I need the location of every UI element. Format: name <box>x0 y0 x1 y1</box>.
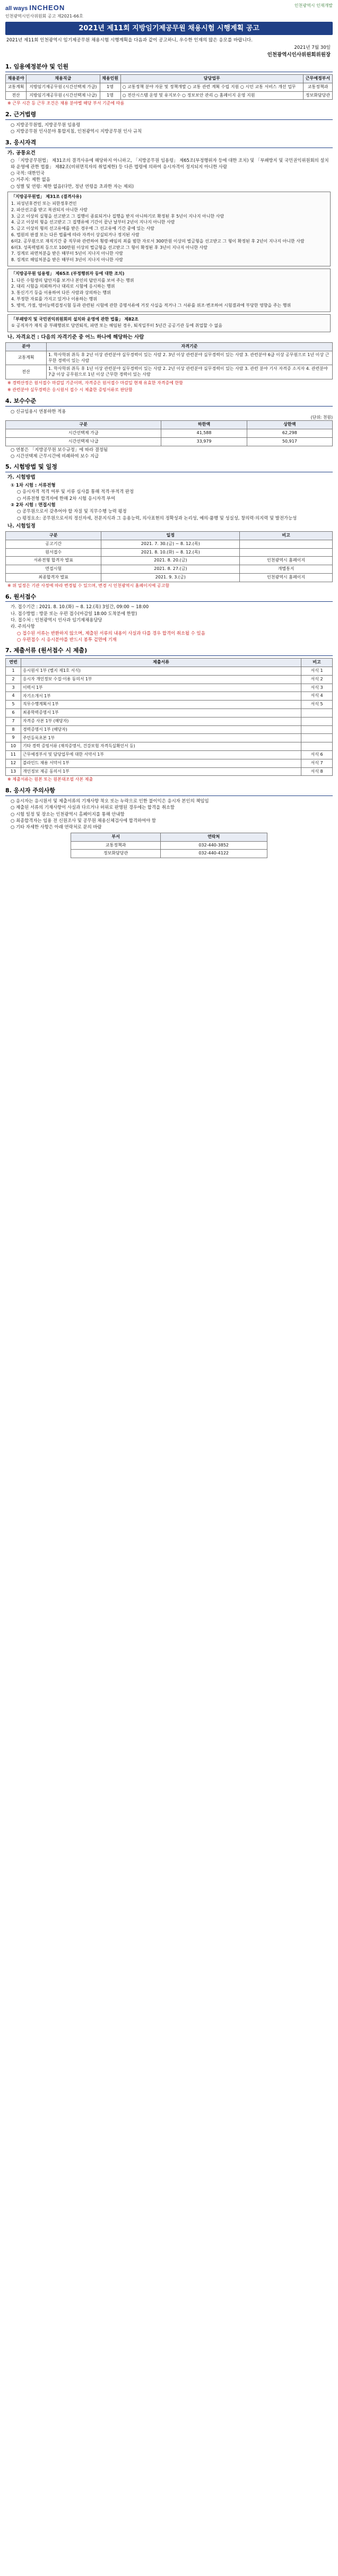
cell: 4 <box>6 692 21 701</box>
header <box>5 3 333 20</box>
table-row <box>6 573 333 582</box>
table-row <box>6 684 333 692</box>
cell: 서식 8 <box>301 767 333 776</box>
cell: 블라인드 채용 서약서 1부 <box>21 759 301 767</box>
cell: 교통정책과 <box>303 83 332 91</box>
table-row <box>6 667 333 676</box>
section-1-title: 1. 임용예정분야 및 인원 <box>5 63 333 72</box>
cell: 교통계획 <box>6 83 27 91</box>
cell: 경력증명서 1부 (해당자) <box>21 725 301 734</box>
box-title: 「지방공무원 임용령」 제65조 (부정행위자 등에 대한 조치) <box>11 271 125 276</box>
table-row <box>6 557 333 565</box>
cell <box>301 709 333 718</box>
cell: 공고기간 <box>6 540 101 548</box>
cell: 서류전형 합격자 발표 <box>6 557 101 565</box>
cell: ○ 전산시스템 운영 및 유지보수 ○ 정보보안 관리 ○ 홈페이지 운영 지원 <box>120 91 303 100</box>
table-row <box>6 725 333 734</box>
paragraph: 다. 접수처 : 인천광역시 인사과 임기제채용담당 <box>11 617 102 623</box>
cell <box>301 725 333 734</box>
cell <box>301 717 333 725</box>
col-header: 구분 <box>6 531 101 540</box>
paragraph: ○ 접수된 서류는 반환하지 않으며, 제출된 서류의 내용이 사실과 다를 경우 합격이 취소될 수 있음 <box>17 630 205 636</box>
logo-big: INCHEON <box>29 4 65 12</box>
table-row <box>6 767 333 776</box>
cell: 서식 2 <box>301 675 333 684</box>
logo-small: all ways <box>5 5 28 12</box>
box-line: ① 공직자가 재직 중 부패행위로 당연퇴직, 파면 또는 해임된 경우, 퇴직일부터 5년간 공공기관 등에 취업할 수 없음 <box>11 323 223 329</box>
table-row <box>6 565 333 574</box>
unit-label: (단위: 천원) <box>310 414 333 420</box>
cell: 50,917 <box>247 437 332 446</box>
box-line: 1. 피성년후견인 또는 피한정후견인 <box>11 201 77 206</box>
cell: 교통정책과 <box>71 841 160 850</box>
cell: 정보화담당관 <box>303 91 332 100</box>
salary-table <box>5 420 333 446</box>
notice-number: 인천광역시인사위원회 공고 제2021-66호 <box>5 13 83 19</box>
box-line: 8. 징계로 해임처분을 받은 때부터 3년이 지나지 아니한 사람 <box>11 257 123 263</box>
section-1-note: ※ 근무 시간 등 근무 조건은 채용 분야별 해당 부서 기준에 따름 <box>7 101 125 106</box>
col-header: 근무예정부서 <box>303 75 332 83</box>
slogan: 인천광역시 인재개발 <box>294 3 333 8</box>
cell: 1. 학사학위 취득 후 2년 이상 관련분야 실무경력이 있는 사람 2. 3년 이상 관련분야 실무경력이 있는 사람 3. 관련분야 6급 이상 공무원으로 1년 이상 근무한 경력이 있는 사람 <box>47 351 333 365</box>
col-header: 연락처 <box>160 833 267 841</box>
table-row <box>6 437 333 446</box>
col-header: 채용직급 <box>27 75 100 83</box>
section-8-title: 8. 응시자 주의사항 <box>5 787 333 796</box>
schedule-note: ※ 위 일정은 기관 사정에 따라 변경될 수 있으며, 변경 시 인천광역시 홈페이지에 공고함 <box>7 583 170 588</box>
cell: 6 <box>6 709 21 718</box>
box-line: 5. 금고 이상의 형의 선고유예를 받은 경우에 그 선고유예 기간 중에 있는 사람 <box>11 226 154 231</box>
cell: 원서접수 <box>6 548 101 557</box>
table-row <box>71 850 267 858</box>
cell: 주민등록초본 1부 <box>21 734 301 742</box>
cell: 응시원서 1부 (별지 제1호 서식) <box>21 667 301 676</box>
cell: 서식 4 <box>301 692 333 701</box>
cell: 전산 <box>6 91 27 100</box>
table-row <box>71 841 267 850</box>
cell: 서식 7 <box>301 759 333 767</box>
paragraph: 가. 접수기간 : 2021. 8. 10.(화) ~ 8. 12.(목) 3일간, 09:00 ~ 18:00 <box>11 604 149 610</box>
documents-note: ※ 제출서류는 원본 또는 원본대조필 사본 제출 <box>7 777 93 782</box>
table-row <box>6 351 333 365</box>
caution-item: ○ 최종합격자는 임용 전 신원조사 및 공무원 채용신체검사에 합격하여야 함 <box>11 818 156 824</box>
paragraph: ○ 시간선택제 근무시간에 비례하여 보수 지급 <box>11 453 99 459</box>
step-title: ② 2차 시험 : 면접시험 <box>11 502 56 508</box>
table-row <box>6 540 333 548</box>
cell: 최종학력증명서 1부 <box>21 709 301 718</box>
positions-table <box>5 74 333 100</box>
cell: 2021. 7. 30.(금) ~ 8. 12.(목) <box>101 540 240 548</box>
box-line: 3. 통신기기 등을 이용하여 다른 사람과 상의하는 행위 <box>11 290 111 296</box>
cell: 3 <box>6 684 21 692</box>
paragraph: 라. 주의사항 <box>11 624 35 629</box>
table-row <box>6 717 333 725</box>
col-header: 상한액 <box>247 421 332 429</box>
cell: 11 <box>6 751 21 759</box>
table-row <box>6 701 333 709</box>
box-title: 「지방공무원법」 제31조 (결격사유) <box>11 194 82 200</box>
cell: 지방임기제공무원 (시간선택제 가급) <box>27 83 100 91</box>
documents-table <box>5 658 333 776</box>
cell: 12 <box>6 759 21 767</box>
cell: 시간선택제 나급 <box>6 437 161 446</box>
notice-date: 2021년 7월 30일 <box>294 45 331 50</box>
box-line: 6의3. 성폭력범죄 등으로 100만원 이상의 벌금형을 선고받고 그 형이 확정된 후 3년이 지나지 아니한 사람 <box>11 245 208 250</box>
cell: 9 <box>6 734 21 742</box>
col-header: 연번 <box>6 659 21 667</box>
cell: 8 <box>6 725 21 734</box>
paragraph: ○ 공무원으로서 갖추어야 할 자질 및 직무수행 능력 평정 <box>17 508 127 514</box>
cell: 자기소개서 1부 <box>21 692 301 701</box>
table-row <box>6 548 333 557</box>
box-line: 6. 법원의 판결 또는 다른 법률에 따라 자격이 상실되거나 정지된 사람 <box>11 232 140 237</box>
col-header: 부서 <box>71 833 160 841</box>
section-7-title: 7. 제출서류 (원서접수 시 제출) <box>5 647 333 656</box>
cell: 자격증 사본 1부 (해당자) <box>21 717 301 725</box>
cell: 2 <box>6 675 21 684</box>
table-row <box>6 692 333 701</box>
paragraph: ○ 국적: 대한민국 <box>11 170 45 176</box>
col-header: 비고 <box>301 659 333 667</box>
paragraph: ○ 「지방공무원법」 제31조의 결격사유에 해당하지 아니하고, 「지방공무원 임용령」 제65조(부정행위자 등에 대한 조치) 및 「부패방지 및 국민권익위원회의 설치와 운영에 관한 법률」 제82조(비위면직자의 취업제한) 등 다른 법령에 의하여 응시자격이 정지되지 아니한 사람 <box>11 158 329 169</box>
box-line: 4. 부정한 자료를 가지고 있거나 이용하는 행위 <box>11 297 97 302</box>
law-box-2 <box>7 269 331 312</box>
section-4-title: 4. 보수수준 <box>5 397 333 407</box>
cell: 인천광역시 홈페이지 <box>240 573 333 582</box>
cell: 2021. 8. 20.(금) <box>101 557 240 565</box>
cell: 7 <box>6 717 21 725</box>
box-line: 7. 징계로 파면처분을 받은 때부터 5년이 지나지 아니한 사람 <box>11 251 123 256</box>
cell: 2021. 8. 27.(금) <box>101 565 240 574</box>
law-box-1 <box>7 192 331 266</box>
cell: 1 <box>6 667 21 676</box>
cell: 시간선택제 가급 <box>6 429 161 438</box>
box-title: 「부패방지 및 국민권익위원회의 설치와 운영에 관한 법률」 제82조 <box>11 316 138 322</box>
paragraph: ○ 연봉은 「지방공무원 보수규정」에 따라 결정됨 <box>11 446 108 452</box>
col-header: 자격기준 <box>47 343 333 351</box>
table-row <box>6 759 333 767</box>
cell: 기타 경력 증빙서류 (재직증명서, 건강보험 자격득실확인서 등) <box>21 742 301 751</box>
paragraph: ○ 우편접수 시 응시분야를 반드시 봉투 겉면에 기재 <box>17 637 117 643</box>
paragraph: ○ 성별 및 연령: 제한 없음(다만, 정년 연령을 초과한 자는 제외) <box>11 183 134 189</box>
cell: 면접시험 <box>6 565 101 574</box>
cell: 개인정보 제공 동의서 1부 <box>21 767 301 776</box>
sub-title: 가. 공통요건 <box>7 150 36 156</box>
cell: 2021. 8. 10.(화) ~ 8. 12.(목) <box>101 548 240 557</box>
cell: 인천광역시 홈페이지 <box>240 557 333 565</box>
cell: 10 <box>6 742 21 751</box>
cell <box>240 548 333 557</box>
col-header: 비고 <box>240 531 333 540</box>
qualification-table <box>5 342 333 379</box>
col-header: 일정 <box>101 531 240 540</box>
contact-table <box>71 833 267 858</box>
table-row <box>6 742 333 751</box>
cell: 1명 <box>100 91 120 100</box>
cell: 이력서 1부 <box>21 684 301 692</box>
law-item: ○ 지방공무원법, 지방공무원 임용령 <box>11 122 81 128</box>
cell: 최종합격자 발표 <box>6 573 101 582</box>
intro-text: 2021년 제11회 인천광역시 임기제공무원 채용시험 시행계획을 다음과 같이 공고하니, 우수한 인재의 많은 응모를 바랍니다. <box>6 38 253 44</box>
box-line: 2. 파산선고를 받고 복권되지 아니한 사람 <box>11 207 88 212</box>
table-row <box>6 734 333 742</box>
cell: 지방임기제공무원 (시간선택제 나급) <box>27 91 100 100</box>
paragraph: ○ 거주지: 제한 없음 <box>11 177 50 183</box>
table-row <box>6 83 333 91</box>
caution-item: ○ 응시자는 응시원서 및 제출서류의 기재사항 착오 또는 누락으로 인한 불이익은 응시자 본인의 책임임 <box>11 798 209 804</box>
col-header: 채용인원 <box>100 75 120 83</box>
cell <box>240 540 333 548</box>
page-title: 2021년 제11회 지방임기제공무원 채용시험 시행계획 공고 <box>5 22 333 36</box>
cell: 13 <box>6 767 21 776</box>
cell: 33,979 <box>161 437 247 446</box>
cell: 1명 <box>100 83 120 91</box>
cell: 전산 <box>6 365 47 379</box>
box-line: 6의2. 공무원으로 재직기간 중 직무와 관련하여 횡령·배임의 죄를 범한 자로서 300만원 이상의 벌금형을 선고받고 그 형이 확정된 후 2년이 지나지 아니한 사람 <box>11 238 305 244</box>
cell: ○ 교통정책 분야 자문 및 정책개발 ○ 교통 관련 계획 수립 지원 ○ 시민 교통 서비스 개선 업무 <box>120 83 303 91</box>
paragraph: ○ 서류전형 합격자에 한해 2차 시험 응시자격 부여 <box>17 495 115 501</box>
section-2-title: 2. 근거법령 <box>5 111 333 120</box>
col-header: 하한액 <box>161 421 247 429</box>
cell: 서식 1 <box>301 667 333 676</box>
col-header: 담당업무 <box>120 75 303 83</box>
col-header: 채용분야 <box>6 75 27 83</box>
issuer: 인천광역시인사위원회위원장 <box>267 52 331 58</box>
law-item: ○ 지방공무원 인사분야 통합지침, 인천광역시 지방공무원 인사 규칙 <box>11 128 142 134</box>
paragraph: 나. 접수방법 : 방문 또는 우편 접수(마감일 18:00 도착분에 한함) <box>11 610 137 616</box>
table-row <box>6 751 333 759</box>
caution-item: ○ 시험 일정 및 장소는 인천광역시 홈페이지를 통해 안내함 <box>11 811 125 817</box>
cell <box>301 734 333 742</box>
notice-page <box>0 0 338 869</box>
table-row <box>6 429 333 438</box>
paragraph: ○ 응시자격 적격 여부 및 서류 심사를 통해 적격·부적격 판정 <box>17 489 134 495</box>
col-header: 구분 <box>6 421 161 429</box>
cell: 2021. 9. 3.(금) <box>101 573 240 582</box>
cell <box>301 742 333 751</box>
cell: 032-440-3852 <box>160 841 267 850</box>
box-line: 1. 다른 수험생의 답안지를 보거나 본인의 답안지를 보여 주는 행위 <box>11 278 134 283</box>
cell: 032-440-4122 <box>160 850 267 858</box>
caution-item: ○ 기타 자세한 사항은 아래 연락처로 문의 바람 <box>11 824 102 830</box>
cell: 교통계획 <box>6 351 47 365</box>
logo <box>5 3 83 20</box>
table-row <box>6 365 333 379</box>
cell: 5 <box>6 701 21 709</box>
cell: 근무예정부서 및 담당업무에 대한 서약서 1부 <box>21 751 301 759</box>
cell: 직무수행계획서 1부 <box>21 701 301 709</box>
box-line: 4. 금고 이상의 형을 선고받고 그 집행유예 기간이 끝난 날부터 2년이 지나지 아니한 사람 <box>11 220 175 225</box>
sub-title: 나. 시험일정 <box>7 523 36 530</box>
qualification-note-2: ※ 관련분야 실무경력은 응시원서 접수 시 제출한 증빙서류로 판단함 <box>7 387 133 392</box>
schedule-table <box>5 531 333 582</box>
paragraph: ○ 신규임용시 연봉하한 적용 <box>11 408 66 414</box>
cell: 서식 6 <box>301 751 333 759</box>
cell: 서식 3 <box>301 684 333 692</box>
cell: 62,298 <box>247 429 332 438</box>
box-line: 3. 금고 이상의 실형을 선고받고 그 집행이 종료되거나 집행을 받지 아니하기로 확정된 후 5년이 지나지 아니한 사람 <box>11 213 224 219</box>
section-6-title: 6. 원서접수 <box>5 593 333 602</box>
cell: 정보화담당관 <box>71 850 160 858</box>
sub-title: 가. 시험방법 <box>7 474 36 481</box>
cell: 서식 5 <box>301 701 333 709</box>
table-row <box>6 91 333 100</box>
box-line: 2. 대리 시험을 의뢰하거나 대리로 시험에 응시하는 행위 <box>11 284 115 289</box>
paragraph: ○ 평정요소: 공무원으로서의 정신자세, 전문지식과 그 응용능력, 의사표현의 정확성과 논리성, 예의·품행 및 성실성, 창의력·의지력 및 발전가능성 <box>17 515 297 521</box>
section-5-title: 5. 시험방법 및 일정 <box>5 463 333 472</box>
cell: 개별통지 <box>240 565 333 574</box>
caution-item: ○ 제출된 서류의 기재사항이 사실과 다르거나 허위로 판명된 경우에는 합격을 취소함 <box>11 805 175 810</box>
box-line: 5. 병역, 가점, 영어능력검정시험 등과 관련된 시험에 관한 증명서류에 거짓 사실을 적거나 그 서류를 위조·변조하여 시험결과에 부당한 영향을 주는 행위 <box>11 302 291 308</box>
cell: 41,588 <box>161 429 247 438</box>
col-header: 분야 <box>6 343 47 351</box>
sub-title: 나. 자격요건 : 다음의 자격기준 중 어느 하나에 해당하는 사람 <box>7 334 144 341</box>
qualification-note: ※ 경력산정은 원서접수 마감일 기준이며, 자격증은 원서접수 마감일 현재 유효한 자격증에 한함 <box>7 381 183 386</box>
law-box-3 <box>7 314 331 333</box>
table-row <box>6 675 333 684</box>
step-title: ① 1차 시험 : 서류전형 <box>11 482 56 488</box>
cell: 1. 학사학위 취득 후 1년 이상 관련분야 실무경력이 있는 사람 2. 2년 이상 관련분야 실무경력이 있는 사람 3. 관련 분야 기사 자격증 소지자 4. 관련분야 7급 이상 공무원으로 1년 이상 근무한 경력이 있는 사람 <box>47 365 333 379</box>
section-3-title: 3. 응시자격 <box>5 139 333 148</box>
cell: 응시자 개인정보 수집·이용 동의서 1부 <box>21 675 301 684</box>
col-header: 제출서류 <box>21 659 301 667</box>
table-row <box>6 709 333 718</box>
